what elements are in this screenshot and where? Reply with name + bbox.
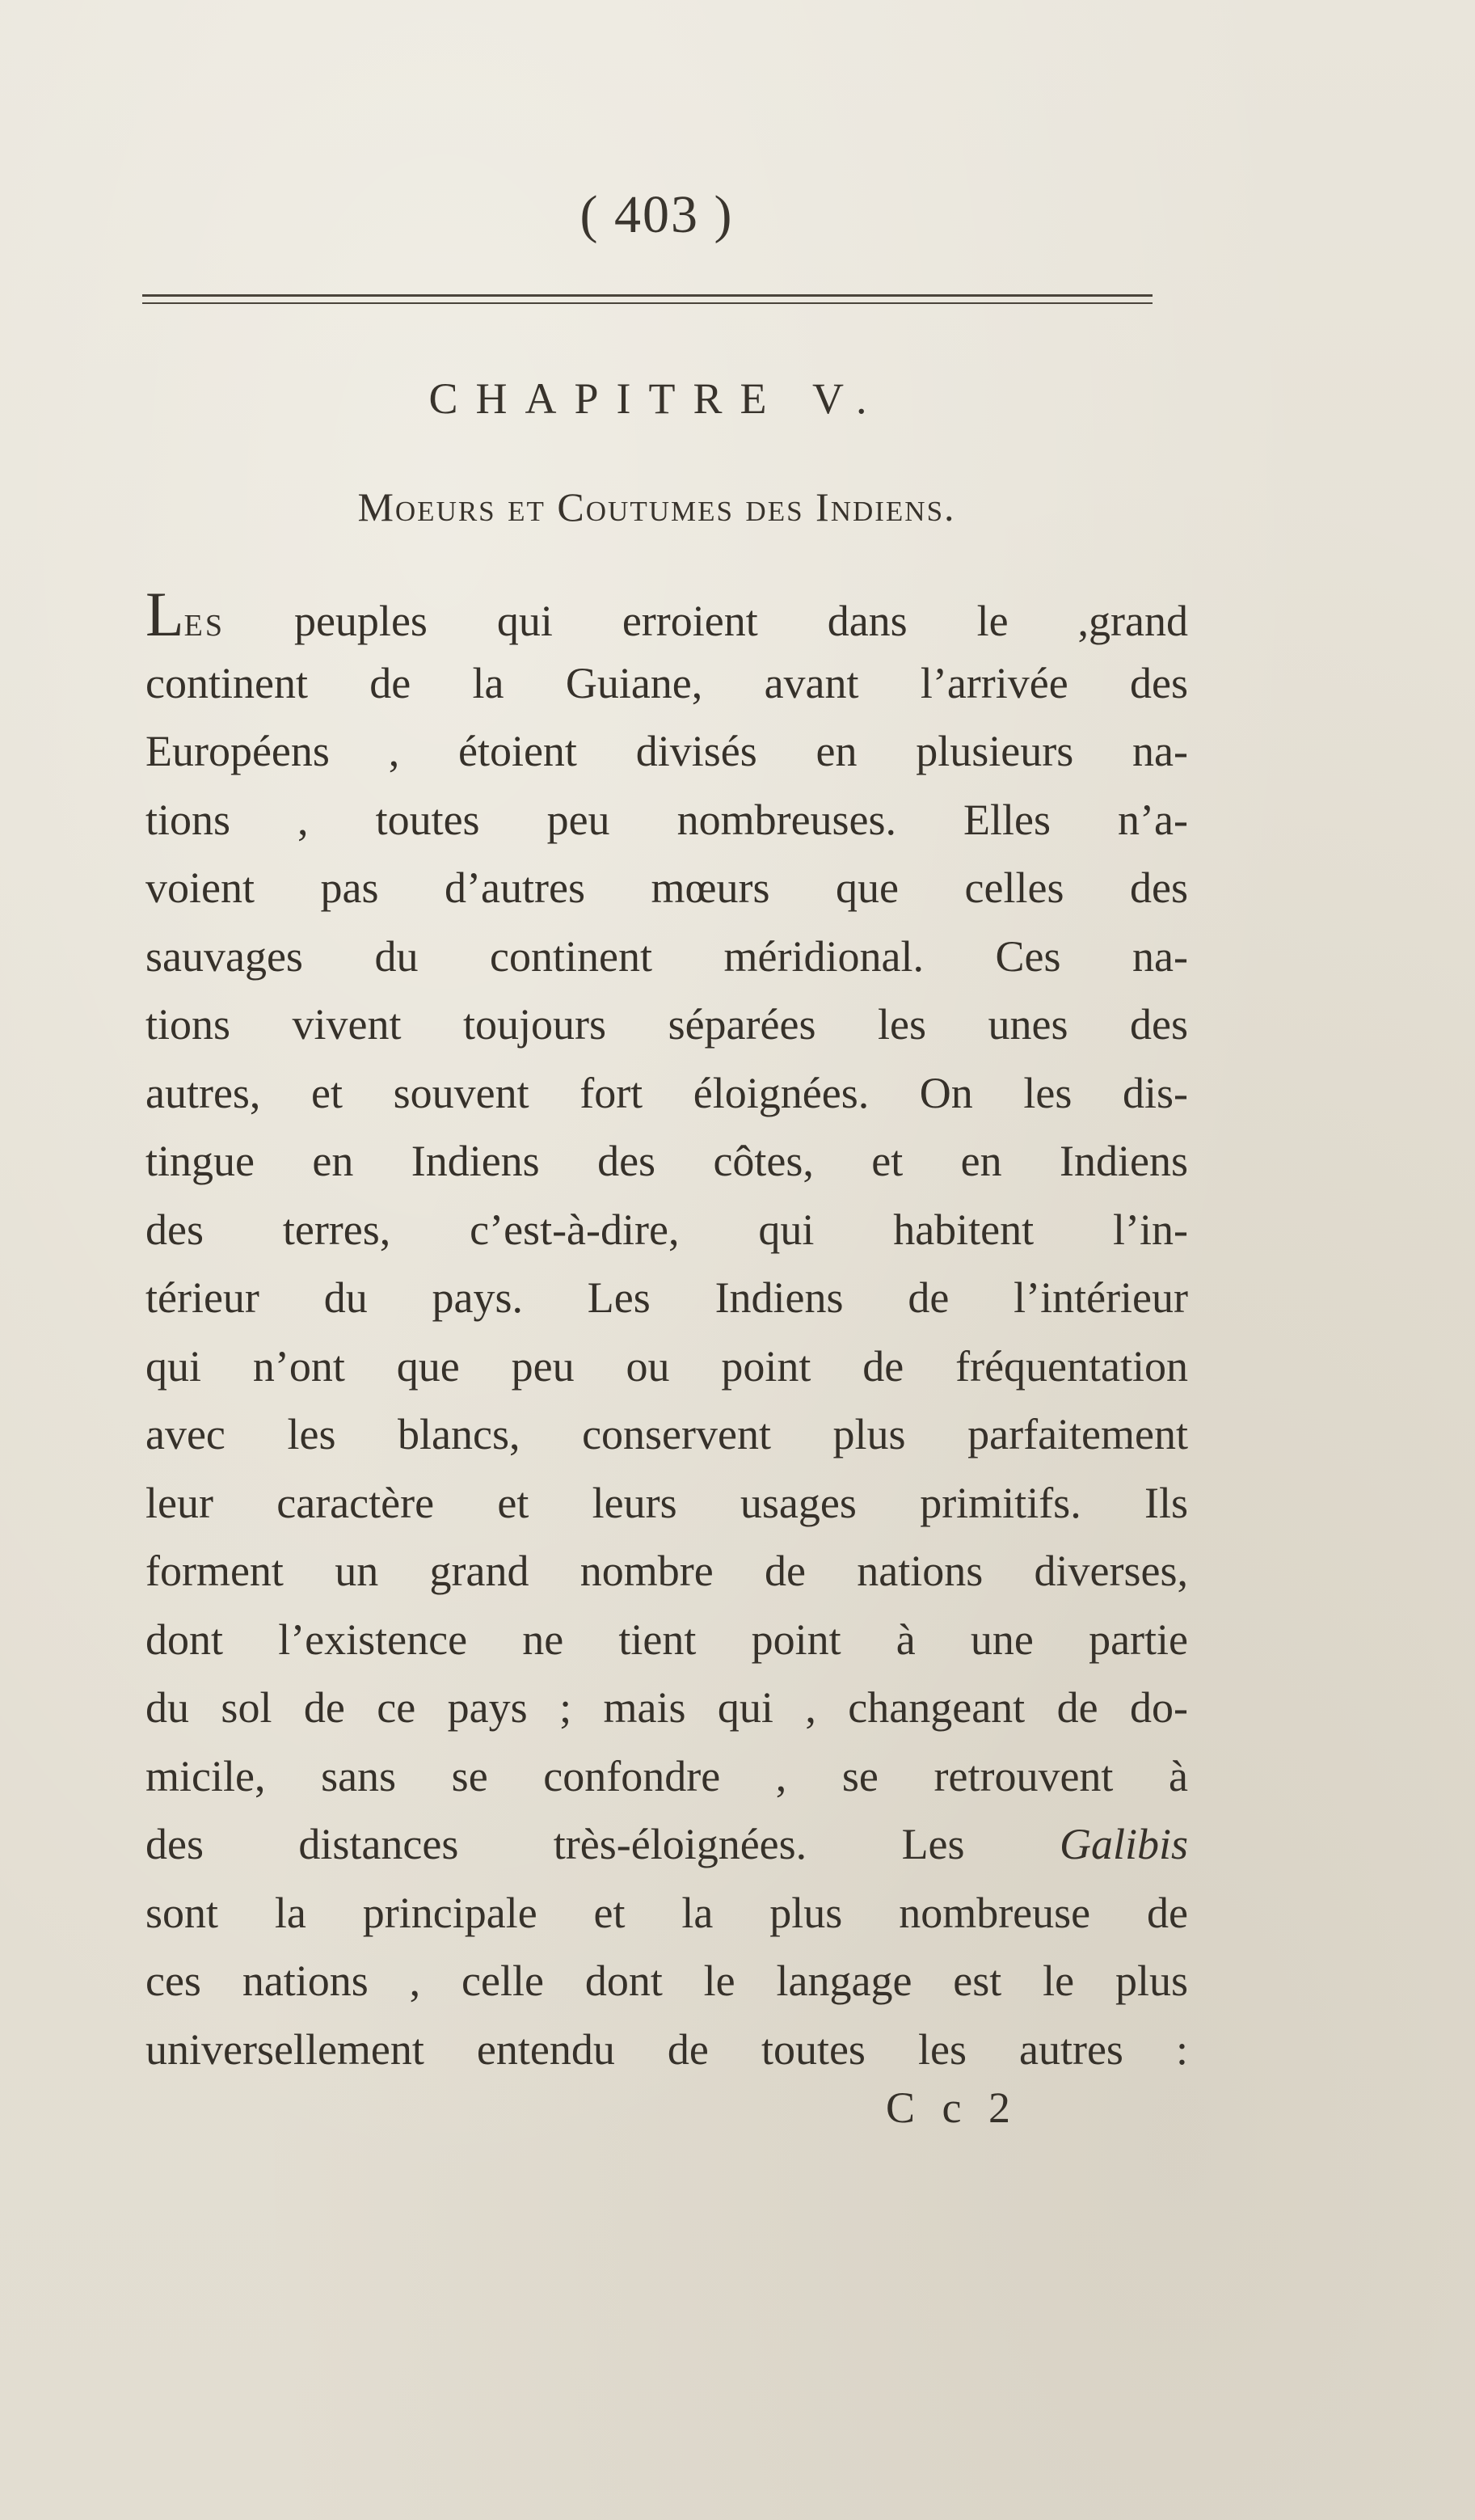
- text-line: tions vivent toujours séparées les unes des: [145, 1000, 1188, 1049]
- chapter-subtitle: Moeurs et Coutumes des Indiens.: [357, 484, 956, 530]
- text-line: sont la principale et la plus nombreuse de: [145, 1888, 1188, 1937]
- text-line: dont l’existence ne tient point à une partie: [145, 1615, 1188, 1664]
- first-word-rest: es: [183, 597, 225, 645]
- body-text: [145, 580, 1188, 2083]
- chapter-title: CHAPITRE V.: [428, 374, 885, 423]
- text-line: voient pas d’autres mœurs que celles des: [145, 863, 1188, 912]
- text-line: du sol de ce pays ; mais qui , changeant de do-: [145, 1683, 1188, 1732]
- text-line: autres, et souvent fort éloignées. On les dis-: [145, 1068, 1188, 1117]
- drop-cap: L: [145, 579, 184, 649]
- header-rule: [142, 294, 1153, 304]
- page-number: ( 403 ): [579, 185, 734, 244]
- text-line: tingue en Indiens des côtes, et en Indiens: [145, 1137, 1188, 1185]
- text-line: forment un grand nombre de nations diverses,: [145, 1547, 1188, 1595]
- galibis-italic: Galibis: [1059, 1820, 1188, 1868]
- text-line: leur caractère et leurs usages primitifs. Ils: [145, 1478, 1188, 1527]
- first-line-rest: peuples qui erroient dans le ,grand: [225, 597, 1188, 645]
- text-line-1: [145, 580, 1188, 649]
- text-line: des terres, c’est-à-dire, qui habitent l’in-: [145, 1205, 1188, 1254]
- signature-mark: C c 2: [886, 2083, 1018, 2132]
- text-line: avec les blancs, conservent plus parfaitement: [145, 1410, 1188, 1458]
- galibis-line-start: des distances très-éloignées. Les: [145, 1820, 1060, 1868]
- text-line: qui n’ont que peu ou point de fréquentation: [145, 1341, 1188, 1391]
- text-line: micile, sans se confondre , se retrouvent à: [145, 1751, 1188, 1800]
- text-line: ces nations , celle dont le langage est le plus: [145, 1956, 1188, 2005]
- text-line: continent de la Guiane, avant l’arrivée des: [145, 658, 1188, 707]
- text-line: universellement entendu de toutes les autres :: [145, 2024, 1188, 2074]
- text-line: térieur du pays. Les Indiens de l’intérieur: [145, 1273, 1188, 1322]
- text-line: Européens , étoient divisés en plusieurs na-: [145, 727, 1188, 775]
- text-line: tions , toutes peu nombreuses. Elles n’a-: [145, 795, 1188, 844]
- text-line: sauvages du continent méridional. Ces na-: [145, 931, 1188, 981]
- text-line-galibis: [145, 1810, 1188, 1879]
